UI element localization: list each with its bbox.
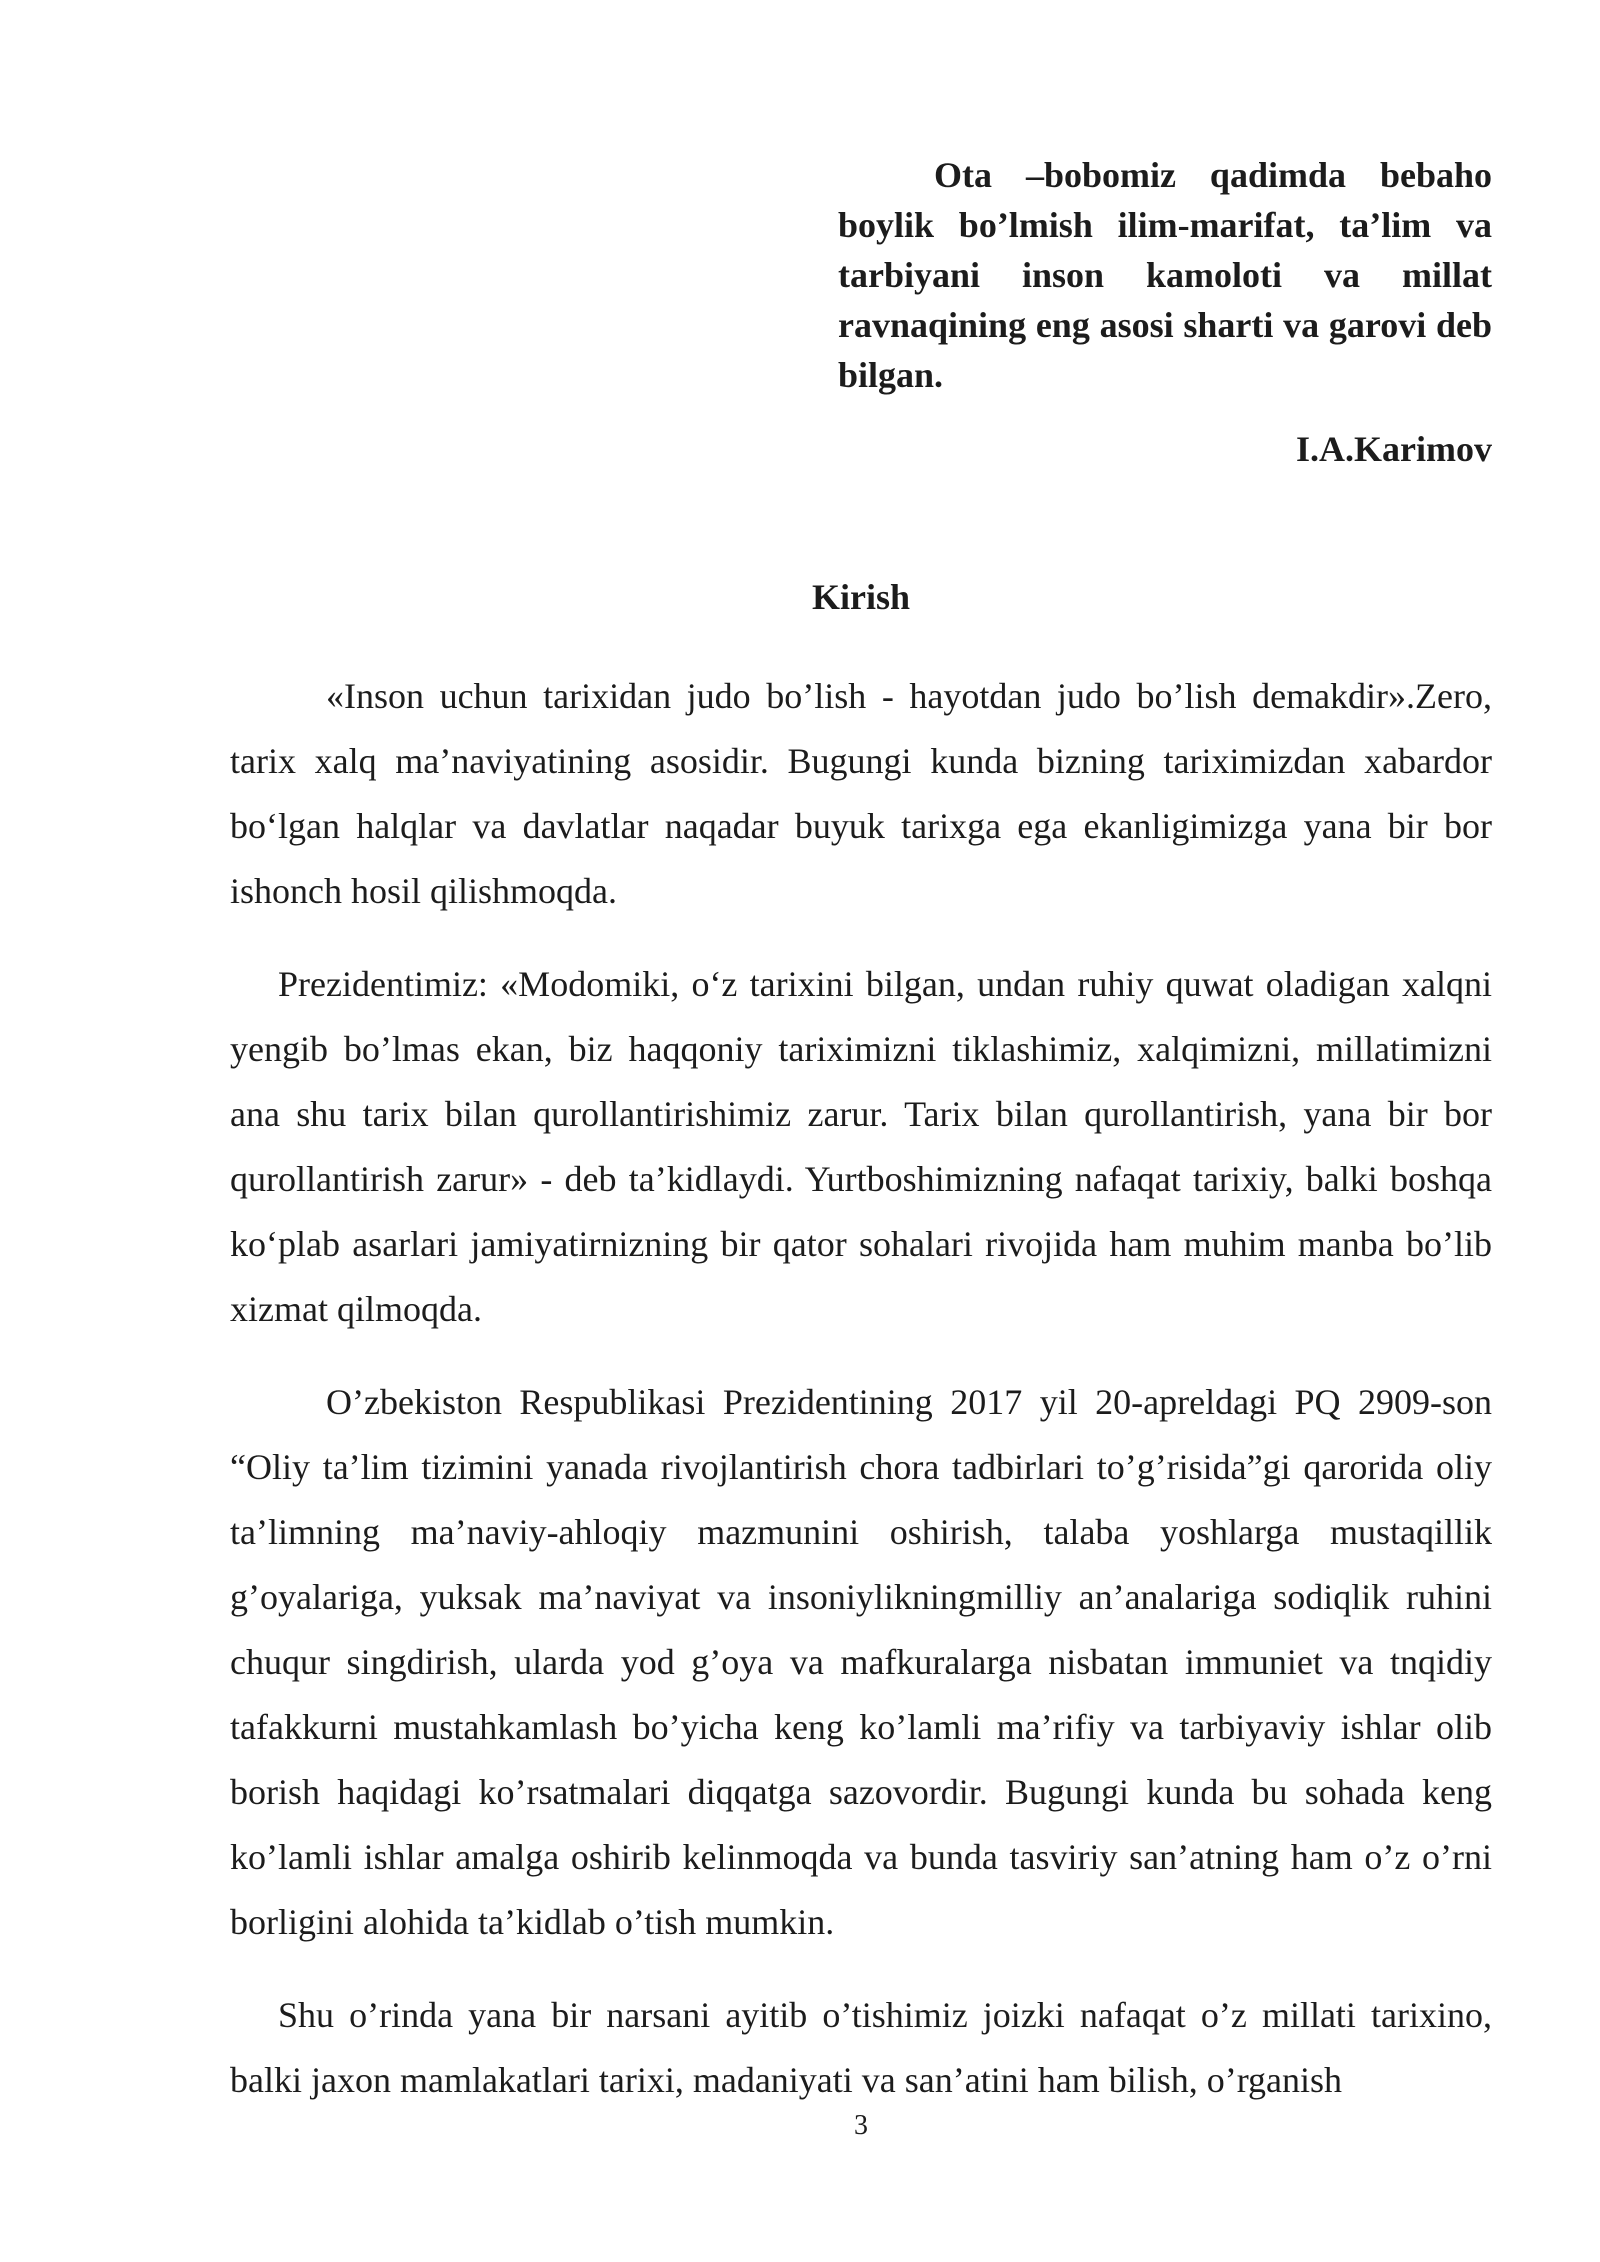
paragraph-2: Prezidentimiz: «Modomiki, o‘z tarixini bilgan, undan ruhiy quwat oladigan xalqni yengib bo’lmas ekan, biz haqqoniy tariximizni tiklashimiz, xalqimizni, millatimizni ana shu tarix bilan qurollantirishimiz zarur. Tarix bilan qurollantirish, yana bir bor qurollantirish zarur» - deb ta’kidlaydi. Yurtboshimizning nafaqat tarixiy, balki boshqa ko‘plab asarlari jamiyatirnizning bir qator sohalari rivojida ham muhim manba bo’lib xizmat qilmoqda.	[230, 964, 1492, 1329]
epigraph-author: I.A.Karimov	[1296, 429, 1492, 469]
paragraph-3: O’zbekiston Respublikasi Prezidentining 2017 yil 20-apreldagi PQ 2909-son “Oliy ta’lim tizimini yanada rivojlantirish chora tadbirlari to’g’risida”gi qarorida oliy ta’limning ma’naviy-ahloqiy mazmunini oshirish, talaba yoshlarga mustaqillik g’oyalariga, yuksak ma’naviyat va insoniylikningmilliy an’analariga sodiqlik ruhini chuqur singdirish, ularda yod g’oya va mafkuralarga nisbatan immuniet va tnqidiy tafakkurni mustahkamlash bo’yicha keng ko’lamli ma’rifiy va tarbiyaviy ishlar olib borish haqidagi ko’rsatmalari diqqatga sazovordir. Bugungi kunda bu sohada keng ko’lamli ishlar amalga oshirib kelinmoqda va bunda tasviriy san’atning ham o’z o’rni borligini alohida ta’kidlab o’tish mumkin.	[230, 1382, 1492, 1942]
paragraph-1: «Inson uchun tarixidan judo bo’lish - hayotdan judo bo’lish demakdir».Zero, tarix xalq ma’naviyatining asosidir. Bugungi kunda bizning tariximizdan xabardor bo‘lgan halqlar va davlatlar naqadar buyuk tarixga ega ekanligimizga yana bir bor ishonch hosil qilishmoqda.	[230, 676, 1492, 911]
epigraph-quote: Ota –bobomiz qadimda bebaho boylik bo’lmish ilim-marifat, ta’lim va tarbiyani inson kamoloti va millat ravnaqining eng asosi sharti va garovi deb bilgan.	[838, 155, 1492, 395]
section-heading: Kirish	[811, 577, 910, 617]
paragraph-4: Shu o’rinda yana bir narsani ayitib o’tishimiz joizki nafaqat o’z millati tarixino, balki jaxon mamlakatlari tarixi, madaniyati va san’atini ham bilish, o’rganish	[230, 1995, 1492, 2100]
body-text	[230, 664, 1492, 2141]
page-number: 3	[854, 2110, 868, 2141]
